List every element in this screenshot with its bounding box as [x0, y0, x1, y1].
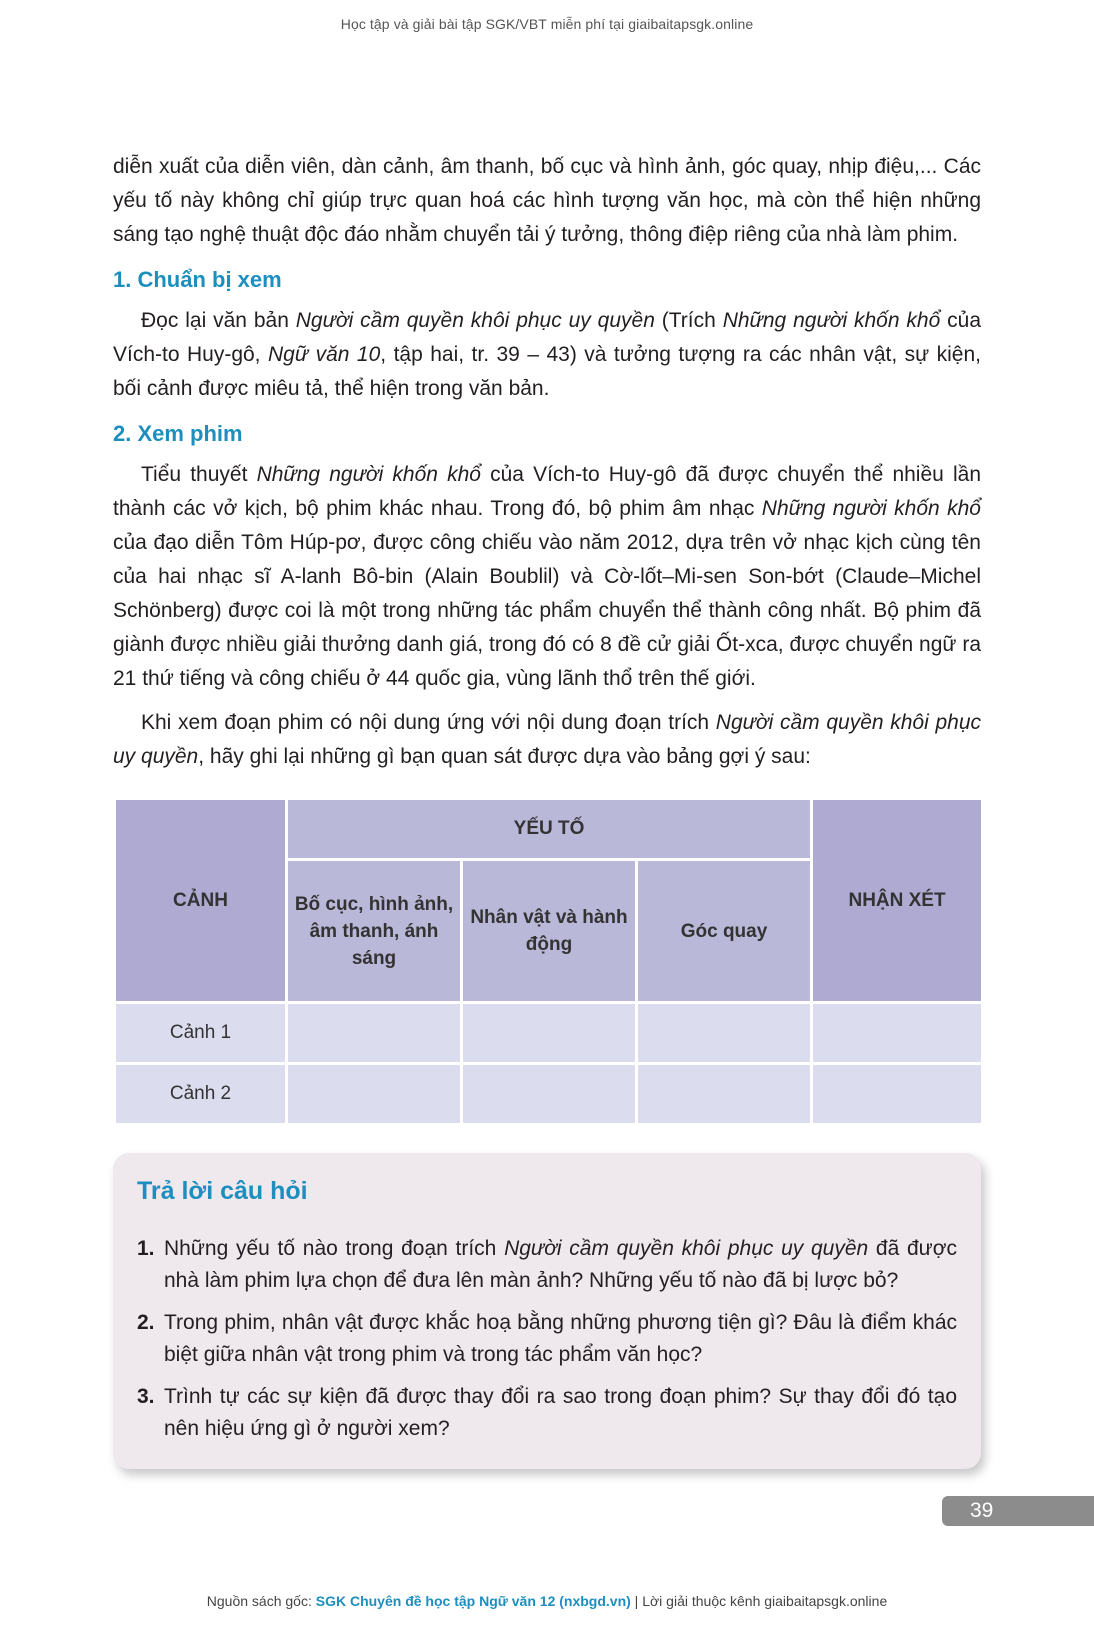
question-1: [137, 1233, 957, 1297]
footer-source: SGK Chuyên đề học tập Ngữ văn 12 (nxbgd.vn): [315, 1593, 631, 1609]
footer-note: Nguồn sách gốc: SGK Chuyên đề học tập Ngữ văn 12 (nxbgd.vn) | Lời giải thuộc kênh giaibaitapsgk.online: [206, 1593, 888, 1609]
question-number: 2.: [137, 1311, 155, 1334]
table-cell: [287, 1003, 462, 1064]
table-cell: [812, 1003, 983, 1064]
question-number: 3.: [137, 1385, 155, 1408]
question-3: [137, 1381, 957, 1445]
table-cell: [637, 1003, 812, 1064]
header-sub-composition: Bố cục, hình ảnh, âm thanh, ánh sáng: [287, 860, 462, 1003]
table-cell: [637, 1064, 812, 1125]
section-2-paragraph-1: Tiểu thuyết Những người khốn khổ của Vích-to Huy-gô đã được chuyển thể nhiều lần thành các vở kịch, bộ phim khác nhau. Trong đó, bộ phim âm nhạc Những người khốn khổ của đạo diễn Tôm Húp-pơ, được công chiếu vào năm 2012, dựa trên vở nhạc kịch cùng tên của hai nhạc sĩ A-lanh Bô-bin (Alain Boublil) và Cờ-lốt–Mi-sen Son-bớt (Claude–Michel Schönberg) được coi là một trong những tác phẩm chuyển thể thành công nhất. Bộ phim đã giành được nhiều giải thưởng danh giá, trong đó có 8 đề cử giải Ốt-xca, được chuyển ngữ ra 21 thứ tiếng và công chiếu ở 44 quốc gia, vùng lãnh thổ trên thế giới.: [113, 463, 982, 690]
observation-table: [113, 797, 984, 1126]
header-sub-camera-angle: Góc quay: [637, 860, 812, 1003]
questions-title: Trả lời câu hỏi: [137, 1177, 308, 1205]
main-content: [113, 150, 981, 774]
table-cell: [462, 1064, 637, 1125]
header-note: Học tập và giải bài tập SGK/VBT miễn phí tại giaibaitapsgk.online: [340, 16, 754, 32]
question-text: Trình tự các sự kiện đã được thay đổi ra sao trong đoạn phim? Sự thay đổi đó tạo nên hiệu ứng gì ở người xem?: [164, 1385, 957, 1440]
row-label-scene-2: Cảnh 2: [115, 1064, 287, 1125]
table-cell: [287, 1064, 462, 1125]
table-cell: [812, 1064, 983, 1125]
section-1-paragraph: Đọc lại văn bản Người cầm quyền khôi phục uy quyền (Trích Những người khốn khổ của Vích-to Huy-gô, Ngữ văn 10, tập hai, tr. 39 – 43) và tưởng tượng ra các nhân vật, sự kiện, bối cảnh được miêu tả, thể hiện trong văn bản.: [113, 309, 982, 400]
questions-box: [113, 1153, 981, 1469]
section-1-title: 1. Chuẩn bị xem: [113, 267, 282, 292]
page-number: 39: [942, 1496, 1094, 1526]
header-scene: CẢNH: [115, 799, 287, 1003]
section-2-paragraph-2: Khi xem đoạn phim có nội dung ứng với nội dung đoạn trích Người cầm quyền khôi phục uy quyền, hãy ghi lại những gì bạn quan sát được dựa vào bảng gợi ý sau:: [113, 711, 981, 768]
header-comment: NHẬN XÉT: [812, 799, 983, 1003]
header-sub-characters: Nhân vật và hành động: [462, 860, 637, 1003]
table-row: [115, 1064, 983, 1125]
question-text: Những yếu tố nào trong đoạn trích Người cầm quyền khôi phục uy quyền đã được nhà làm phim lựa chọn để đưa lên màn ảnh? Những yếu tố nào đã bị lược bỏ?: [164, 1237, 957, 1292]
section-2-title: 2. Xem phim: [113, 421, 243, 446]
question-2: [137, 1307, 957, 1371]
question-text: Trong phim, nhân vật được khắc hoạ bằng những phương tiện gì? Đâu là điểm khác biệt giữa nhân vật trong phim và trong tác phẩm văn học?: [164, 1311, 957, 1366]
header-factors: YẾU TỐ: [287, 799, 812, 860]
row-label-scene-1: Cảnh 1: [115, 1003, 287, 1064]
table-cell: [462, 1003, 637, 1064]
intro-paragraph: diễn xuất của diễn viên, dàn cảnh, âm thanh, bố cục và hình ảnh, góc quay, nhịp điệu,... Các yếu tố này không chỉ giúp trực quan hoá các hình tượng văn học, mà còn thể hiện những sáng tạo nghệ thuật độc đáo nhằm chuyển tải ý tưởng, thông điệp riêng của nhà làm phim.: [113, 155, 981, 246]
table-row: [115, 1003, 983, 1064]
questions-list: [137, 1233, 957, 1455]
question-number: 1.: [137, 1237, 155, 1260]
